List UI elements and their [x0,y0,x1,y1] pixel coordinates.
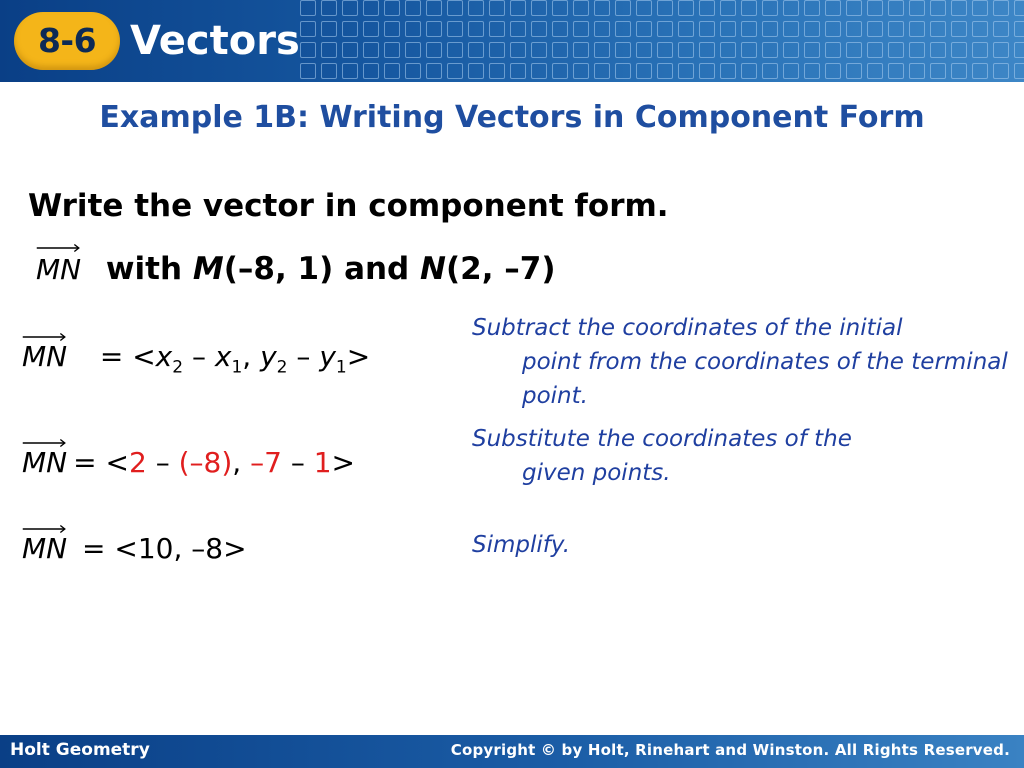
grid-square [930,42,946,58]
grid-square [804,42,820,58]
grid-square [321,21,337,37]
grid-square [636,21,652,37]
vector-mn [36,251,81,289]
grid-square [636,42,652,58]
value-neg7: –7 [250,446,282,479]
point-n-label: N [420,251,446,287]
grid-square [741,21,757,37]
sub-2: 2 [276,357,288,378]
prompt-text: Write the vector in component form. [28,188,669,224]
comma: , [232,446,242,479]
grid-square [531,42,547,58]
grid-square [909,21,925,37]
grid-square [951,42,967,58]
close-bracket: > [346,340,371,373]
grid-square [867,21,883,37]
point-m-label: M [192,251,224,287]
vector-arrow-icon [36,243,81,253]
grid-square [888,21,904,37]
grid-square [657,21,673,37]
grid-square [300,63,316,79]
grid-square [720,21,736,37]
grid-square [615,63,631,79]
minus-sign: – [191,340,206,373]
vector-mn [22,532,67,565]
grid-square [636,0,652,16]
given-line [36,250,556,292]
open-bracket: < [105,446,129,479]
grid-square [972,0,988,16]
equals-sign: = [99,340,124,373]
sub-1: 1 [335,357,347,378]
minus-sign: – [296,340,311,373]
step-3-note [472,528,1012,562]
footer-copyright: Copyright © by Holt, Rinehart and Winston. All Rights Reserved. [450,741,1010,759]
decorative-grid [300,2,1024,80]
vector-arrow-icon [22,438,67,448]
minus-sign: – [290,446,305,479]
grid-square [825,42,841,58]
grid-square [888,0,904,16]
grid-square [615,42,631,58]
grid-square [678,63,694,79]
grid-square [909,63,925,79]
grid-square [741,0,757,16]
grid-square [762,42,778,58]
vector-label: MN [36,253,82,286]
grid-square [804,63,820,79]
grid-square [867,63,883,79]
grid-square [762,63,778,79]
grid-square [573,0,589,16]
header-banner [0,0,1024,82]
lesson-number: 8-6 [37,21,97,60]
grid-square [846,21,862,37]
grid-square [699,0,715,16]
var-y1: y [319,340,336,373]
grid-square [909,0,925,16]
grid-square [993,21,1009,37]
grid-square [489,21,505,37]
grid-square [951,0,967,16]
comma: , [242,340,252,373]
vector-arrow-icon [22,332,67,342]
footer-course: Holt Geometry [10,740,150,760]
grid-square [1014,63,1024,79]
grid-square [972,42,988,58]
grid-square [720,0,736,16]
note-continuation: point from the coordinates of the terminal point. [522,349,1008,409]
grid-square [405,21,421,37]
grid-square [909,42,925,58]
vector-label: MN [22,446,68,479]
grid-square [762,0,778,16]
grid-square [1014,21,1024,37]
text-with: with [105,251,183,287]
grid-square [741,42,757,58]
step-1-equation [22,340,370,378]
footer-bar [0,735,1024,768]
grid-square [363,21,379,37]
grid-square [699,42,715,58]
grid-square [867,42,883,58]
equals-sign: = [73,446,97,479]
grid-square [552,63,568,79]
grid-square [468,21,484,37]
open-bracket: < [132,340,156,373]
grid-square [531,21,547,37]
grid-square [678,42,694,58]
grid-square [384,21,400,37]
grid-square [489,42,505,58]
grid-square [489,63,505,79]
step-3-equation [22,532,247,565]
grid-square [447,21,463,37]
grid-square [594,0,610,16]
grid-square [888,63,904,79]
var-y2: y [260,340,277,373]
grid-square [489,0,505,16]
vector-arrow-icon [22,524,67,534]
vector-mn [22,446,67,479]
note-first-line: Simplify. [472,532,571,558]
grid-square [405,63,421,79]
grid-square [804,0,820,16]
sub-1: 1 [231,357,243,378]
grid-square [384,42,400,58]
grid-square [972,21,988,37]
grid-square [951,63,967,79]
grid-square [720,63,736,79]
grid-square [510,21,526,37]
grid-square [993,63,1009,79]
grid-square [573,63,589,79]
grid-square [804,21,820,37]
grid-square [699,21,715,37]
grid-square [384,0,400,16]
grid-square [342,0,358,16]
point-n-coords: (2, –7) [446,251,556,287]
sub-2: 2 [172,357,184,378]
point-m-coords: (–8, 1) [223,251,334,287]
grid-square [657,42,673,58]
grid-square [951,21,967,37]
grid-square [846,0,862,16]
grid-square [363,42,379,58]
minus-sign: – [155,446,170,479]
grid-square [552,21,568,37]
grid-square [678,21,694,37]
grid-square [825,0,841,16]
grid-square [300,42,316,58]
step-1-note [472,311,1012,413]
grid-square [468,42,484,58]
grid-square [447,42,463,58]
grid-square [426,0,442,16]
grid-square [783,21,799,37]
grid-square [447,63,463,79]
grid-square [321,63,337,79]
grid-square [426,21,442,37]
vector-mn [22,340,67,373]
value-1: 1 [313,446,332,479]
lesson-badge [14,12,120,70]
grid-square [762,21,778,37]
grid-square [678,0,694,16]
grid-square [300,21,316,37]
grid-square [720,42,736,58]
grid-square [342,63,358,79]
grid-square [1014,42,1024,58]
grid-square [783,63,799,79]
grid-square [1014,0,1024,16]
grid-square [636,63,652,79]
grid-square [930,63,946,79]
grid-square [510,63,526,79]
grid-square [573,42,589,58]
close-bracket: > [331,446,356,479]
grid-square [321,42,337,58]
grid-square [363,63,379,79]
grid-square [447,0,463,16]
grid-square [510,42,526,58]
grid-square [510,0,526,16]
grid-square [846,42,862,58]
lesson-title: Vectors [130,18,300,64]
grid-square [657,63,673,79]
result-text: = <10, –8> [82,532,247,565]
example-title: Example 1B: Writing Vectors in Component Form [99,100,925,135]
grid-square [846,63,862,79]
grid-square [405,0,421,16]
value-2: 2 [128,446,147,479]
grid-square [342,21,358,37]
grid-square [426,42,442,58]
step-2-note [472,422,1012,490]
grid-square [888,42,904,58]
grid-square [321,0,337,16]
grid-square [783,0,799,16]
grid-square [699,63,715,79]
grid-square [930,21,946,37]
note-first-line: Substitute the coordinates of the [472,426,852,452]
grid-square [405,42,421,58]
grid-square [594,21,610,37]
grid-square [384,63,400,79]
grid-square [300,0,316,16]
var-x2: x [155,340,173,373]
grid-square [993,42,1009,58]
grid-square [594,42,610,58]
grid-square [657,0,673,16]
note-first-line: Subtract the coordinates of the initial [472,315,903,341]
vector-label: MN [22,340,68,373]
var-x1: x [214,340,232,373]
grid-square [783,42,799,58]
grid-square [552,0,568,16]
grid-square [993,0,1009,16]
grid-square [615,0,631,16]
grid-square [972,63,988,79]
text-and: and [344,251,410,287]
value-neg8: (–8) [178,446,233,479]
grid-square [426,63,442,79]
grid-square [468,63,484,79]
grid-square [867,0,883,16]
grid-square [930,0,946,16]
grid-square [468,0,484,16]
grid-square [342,42,358,58]
grid-square [741,63,757,79]
grid-square [552,42,568,58]
grid-square [825,21,841,37]
step-2-equation [22,446,355,479]
note-continuation: given points. [522,460,671,486]
grid-square [363,0,379,16]
grid-square [594,63,610,79]
grid-square [531,0,547,16]
vector-label: MN [22,532,68,565]
grid-square [531,63,547,79]
grid-square [573,21,589,37]
grid-square [615,21,631,37]
grid-square [825,63,841,79]
